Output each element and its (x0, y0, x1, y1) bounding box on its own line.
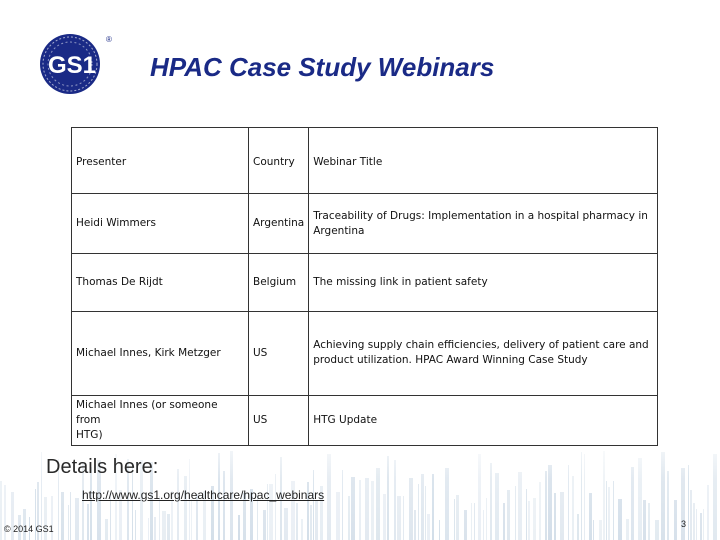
page-number: 3 (681, 519, 687, 529)
country-cell: US (249, 311, 309, 395)
presenter-line: HTG) (76, 428, 103, 441)
presenter-cell (72, 395, 249, 445)
header-country: Country (249, 128, 309, 194)
presenter-line: Michael Innes, Kirk Metzger (76, 346, 221, 359)
table-header-row (72, 128, 658, 194)
table-row (72, 254, 658, 311)
page-title: HPAC Case Study Webinars (150, 52, 495, 82)
presenter-cell (72, 254, 249, 311)
webinar-title-cell (309, 311, 658, 395)
presenter-line: Thomas De Rijdt (76, 275, 163, 288)
webinar-title-line: The missing link in patient safety (313, 275, 488, 288)
webinar-title-cell (309, 254, 658, 311)
logo-text: GS1 (47, 52, 97, 79)
table-row (72, 194, 658, 254)
gs1-logo (36, 30, 116, 98)
table-row (72, 395, 658, 445)
webinar-title-cell (309, 194, 658, 254)
country-cell: Argentina (249, 194, 309, 254)
presenter-cell (72, 194, 249, 254)
country-cell: US (249, 395, 309, 445)
presenter-line: Michael Innes (or someone from (76, 398, 218, 426)
header-presenter: Presenter (72, 128, 249, 194)
presenter-line: Heidi Wimmers (76, 217, 156, 230)
registered-mark: ® (106, 35, 112, 44)
copyright-text: © 2014 GS1 (4, 524, 54, 534)
webinar-title-line: Argentina (313, 224, 365, 237)
webinar-title-line: Achieving supply chain efficiencies, delivery of patient care and (313, 339, 649, 352)
table-row (72, 311, 658, 395)
webinars-link[interactable]: http://www.gs1.org/healthcare/hpac_webinars (82, 488, 325, 502)
header-webinar-title: Webinar Title (309, 128, 658, 194)
details-label: Details here: (46, 456, 159, 478)
presenter-cell (72, 311, 249, 395)
webinar-table (71, 127, 658, 446)
webinar-title-line: product utilization. HPAC Award Winning Case Study (313, 354, 588, 367)
webinar-title-cell (309, 395, 658, 445)
country-cell: Belgium (249, 254, 309, 311)
webinar-title-line: HTG Update (313, 413, 378, 426)
webinar-title-line: Traceability of Drugs: Implementation in a hospital pharmacy in (313, 209, 648, 222)
